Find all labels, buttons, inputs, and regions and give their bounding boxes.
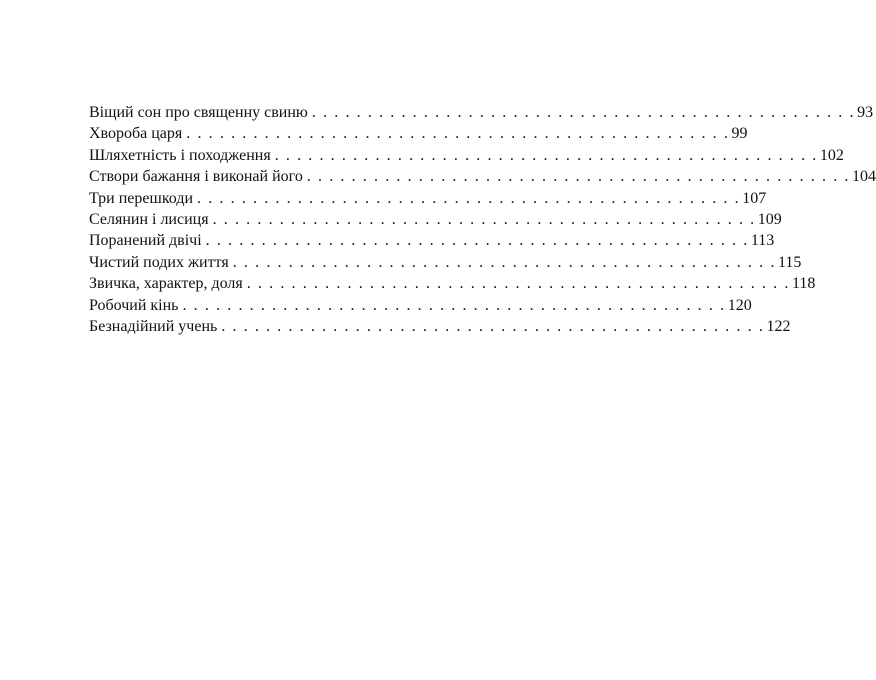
toc-entry[interactable] xyxy=(89,316,791,337)
toc-entry[interactable] xyxy=(89,166,876,187)
toc-leader-dots: . . . . . . . . . . . . . . . . . . . . . . . . . . . . . . . . . . . . . . . . . . . . . . . . . xyxy=(311,104,856,121)
toc-leader-dots: . . . . . . . . . . . . . . . . . . . . . . . . . . . . . . . . . . . . . . . . . . . . . . . . . xyxy=(232,253,776,271)
toc-entry-title: Хвороба царя xyxy=(89,125,183,143)
toc-entry-title: Безнадійний учень xyxy=(89,317,218,335)
toc-leader-dots: . . . . . . . . . . . . . . . . . . . . . . . . . . . . . . . . . . . . . . . . . . . . . . . . . xyxy=(197,189,741,207)
toc-entry-page: 104 xyxy=(852,168,876,186)
toc-entry-title: Робочий кінь xyxy=(89,296,179,314)
toc-leader-dots: . . . . . . . . . . . . . . . . . . . . . . . . . . . . . . . . . . . . . . . . . . . . . . . . . xyxy=(246,275,790,293)
toc-entry[interactable] xyxy=(89,273,816,294)
toc-entry-page: 120 xyxy=(727,296,752,314)
toc-entry[interactable] xyxy=(89,102,874,123)
toc-leader-dots: . . . . . . . . . . . . . . . . . . . . . . . . . . . . . . . . . . . . . . . . . . . . . . . . . xyxy=(182,296,726,314)
toc-entry-title: Три перешкоди xyxy=(89,189,194,207)
toc-entry-page: 107 xyxy=(742,189,767,207)
toc-entry-title: Чистий подих життя xyxy=(89,253,229,271)
toc-entry-title: Селянин і лисиця xyxy=(89,210,209,228)
toc-leader-dots: . . . . . . . . . . . . . . . . . . . . . . . . . . . . . . . . . . . . . . . . . . . . . . . . . xyxy=(221,317,765,335)
toc-entry-page: 99 xyxy=(731,125,748,143)
toc-leader-dots: . . . . . . . . . . . . . . . . . . . . . . . . . . . . . . . . . . . . . . . . . . . . . . . . . xyxy=(212,210,756,228)
toc-entry-title: Поранений двічі xyxy=(89,232,202,250)
toc-entry[interactable] xyxy=(89,188,767,209)
toc-leader-dots: . . . . . . . . . . . . . . . . . . . . . . . . . . . . . . . . . . . . . . . . . . . . . . . . . xyxy=(274,146,818,164)
toc-leader-dots: . . . . . . . . . . . . . . . . . . . . . . . . . . . . . . . . . . . . . . . . . . . . . . . . . xyxy=(306,168,851,186)
toc-entry-page: 118 xyxy=(791,275,816,293)
table-of-contents xyxy=(89,102,876,337)
toc-entry[interactable] xyxy=(89,230,775,251)
toc-entry[interactable] xyxy=(89,252,802,273)
toc-entry[interactable] xyxy=(89,145,844,166)
toc-entry-title: Створи бажання і виконай його xyxy=(89,168,303,186)
toc-entry-page: 102 xyxy=(819,146,844,164)
toc-entry-page: 115 xyxy=(777,253,802,271)
toc-entry[interactable] xyxy=(89,123,748,144)
toc-entry-page: 109 xyxy=(757,210,782,228)
toc-entry-page: 122 xyxy=(766,317,791,335)
toc-entry[interactable] xyxy=(89,295,752,316)
toc-entry-title: Шляхетність і походження xyxy=(89,146,271,164)
toc-entry[interactable] xyxy=(89,209,782,230)
toc-entry-page: 113 xyxy=(750,232,775,250)
toc-leader-dots: . . . . . . . . . . . . . . . . . . . . . . . . . . . . . . . . . . . . . . . . . . . . . . . . . xyxy=(205,232,749,250)
toc-entry-page: 93 xyxy=(857,104,874,121)
toc-entry-title: Віщий сон про священну свиню xyxy=(89,104,308,121)
toc-entry-title: Звичка, характер, доля xyxy=(89,275,243,293)
toc-leader-dots: . . . . . . . . . . . . . . . . . . . . . . . . . . . . . . . . . . . . . . . . . . . . . . . . . xyxy=(186,125,730,143)
